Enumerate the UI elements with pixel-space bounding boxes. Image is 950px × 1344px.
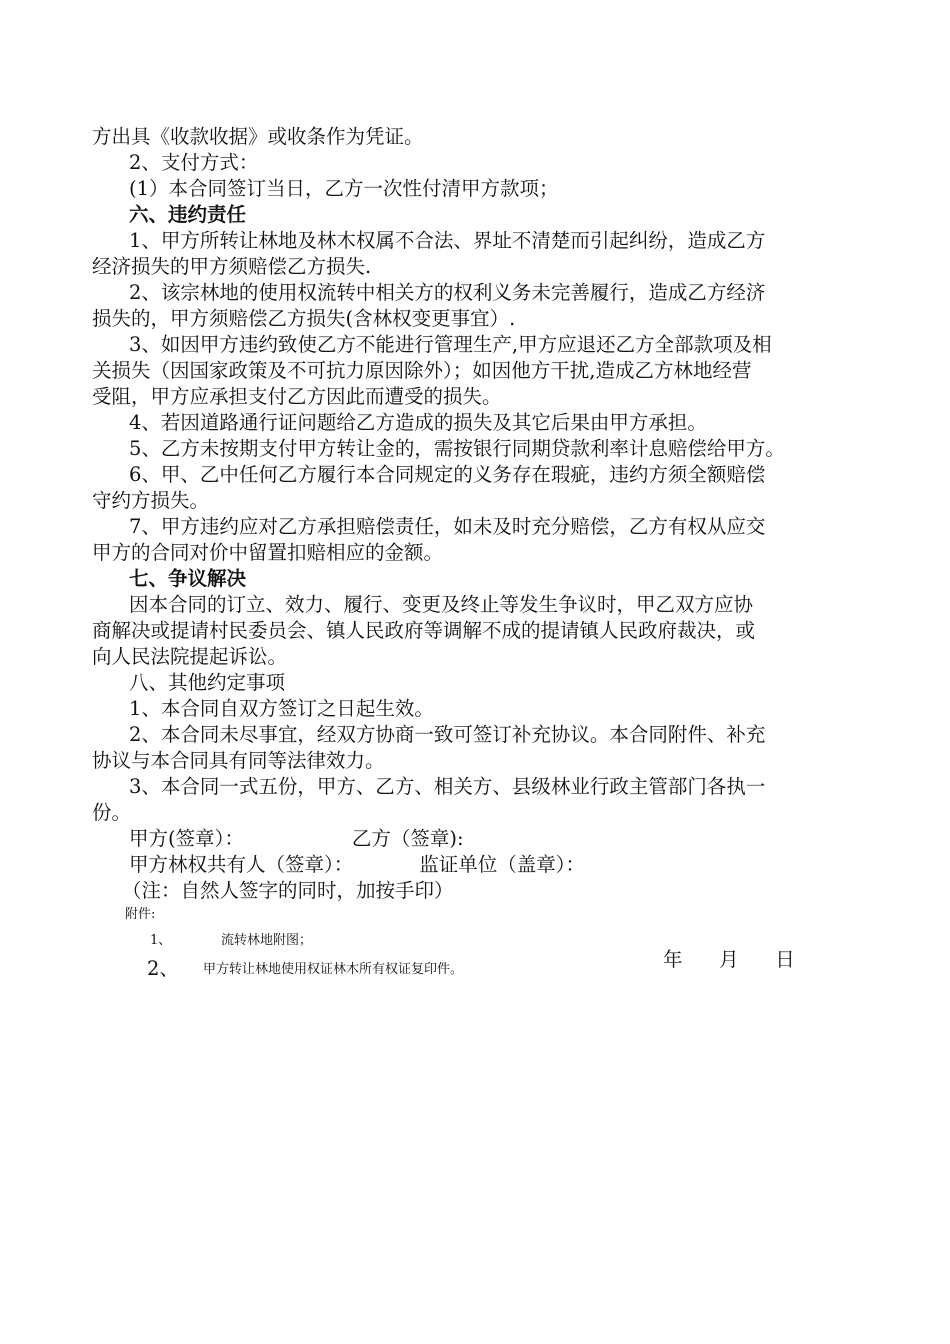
clause-line: 2、本合同未尽事宜，经双方协商一致可签订补充协议。本合同附件、补充 — [129, 723, 766, 746]
attachments-label: 附件: — [125, 907, 156, 922]
clause-line: 甲方的合同对价中留置扣赔相应的金额。 — [92, 541, 444, 564]
clause-line: 八、其他约定事项 — [129, 671, 286, 694]
clause-line: 2、该宗林地的使用权流转中相关方的权利义务未完善履行，造成乙方经济 — [129, 281, 766, 304]
party-a-signature-label: 甲方(签章）： — [129, 827, 244, 850]
attachment-number: 1、 — [150, 933, 172, 948]
clause-line: 5、乙方未按期支付甲方转让金的，需按银行同期贷款利率计息赔偿给甲方。 — [129, 437, 785, 460]
section-heading: 七、争议解决 — [129, 567, 247, 590]
date-month: 月 — [719, 948, 739, 971]
clause-line: 4、若因道路通行证问题给乙方造成的损失及其它后果由甲方承担。 — [129, 411, 707, 434]
attachment-text: 流转林地附图； — [221, 933, 313, 948]
clause-line: 协议与本合同具有同等法律效力。 — [92, 749, 385, 772]
section-heading: 六、违约责任 — [129, 203, 247, 226]
clause-line: 商解决或提请村民委员会、镇人民政府等调解不成的提请镇人民政府裁决，或 — [92, 619, 756, 642]
signature-note: （注：自然人签字的同时，加按手印） — [122, 879, 454, 902]
clause-line: 6、甲、乙中任何乙方履行本合同规定的义务存在瑕疵，违约方须全额赔偿 — [129, 463, 766, 486]
clause-line: 3、如因甲方违约致使乙方不能进行管理生产,甲方应退还乙方全部款项及相 — [129, 333, 772, 356]
clause-line: 2、支付方式： — [129, 151, 259, 174]
clause-line: 7、甲方违约应对乙方承担赔偿责任，如未及时充分赔偿，乙方有权从应交 — [129, 515, 766, 538]
clause-line: 经济损失的甲方须赔偿乙方损失. — [92, 255, 372, 278]
signature-row-2 — [92, 852, 862, 878]
clause-line: 方出具《收款收据》或收条作为凭证。 — [92, 125, 424, 148]
clause-line: (1）本合同签订当日，乙方一次性付清甲方款项； — [129, 177, 559, 200]
date-day: 日 — [775, 948, 795, 971]
contract-clauses — [92, 124, 862, 826]
attachment-text: 甲方转让林地使用权证林木所有权证复印件。 — [203, 962, 464, 977]
party-b-signature-label: 乙方（签章): — [351, 827, 464, 850]
date-year: 年 — [663, 948, 683, 971]
attachment-number: 2、 — [147, 957, 179, 980]
contract-body — [92, 124, 862, 983]
signing-date — [663, 944, 795, 972]
clause-line: 1、本合同自双方签订之日起生效。 — [129, 697, 434, 720]
witness-unit-seal-label: 监证单位（盖章）： — [419, 853, 586, 876]
clause-line: 因本合同的订立、效力、履行、变更及终止等发生争议时，甲乙双方应协 — [129, 593, 754, 616]
co-owner-signature-label: 甲方林权共有人（签章）： — [129, 853, 354, 876]
clause-line: 1、甲方所转让林地及林木权属不合法、界址不清楚而引起纠纷，造成乙方 — [129, 229, 766, 252]
clause-line: 3、本合同一式五份，甲方、乙方、相关方、县级林业行政主管部门各执一 — [129, 775, 766, 798]
signature-row-1 — [92, 826, 862, 852]
clause-line: 损失的，甲方须赔偿乙方损失(含林权变更事宜）. — [92, 307, 516, 330]
clause-line: 受阻，甲方应承担支付乙方因此而遭受的损失。 — [92, 385, 502, 408]
clause-line: 守约方损失。 — [92, 489, 210, 512]
clause-line: 向人民法院提起诉讼。 — [92, 645, 288, 668]
clause-line: 关损失（因国家政策及不可抗力原因除外）；如因他方干扰,造成乙方林地经营 — [92, 359, 752, 382]
clause-line: 份。 — [92, 801, 132, 824]
